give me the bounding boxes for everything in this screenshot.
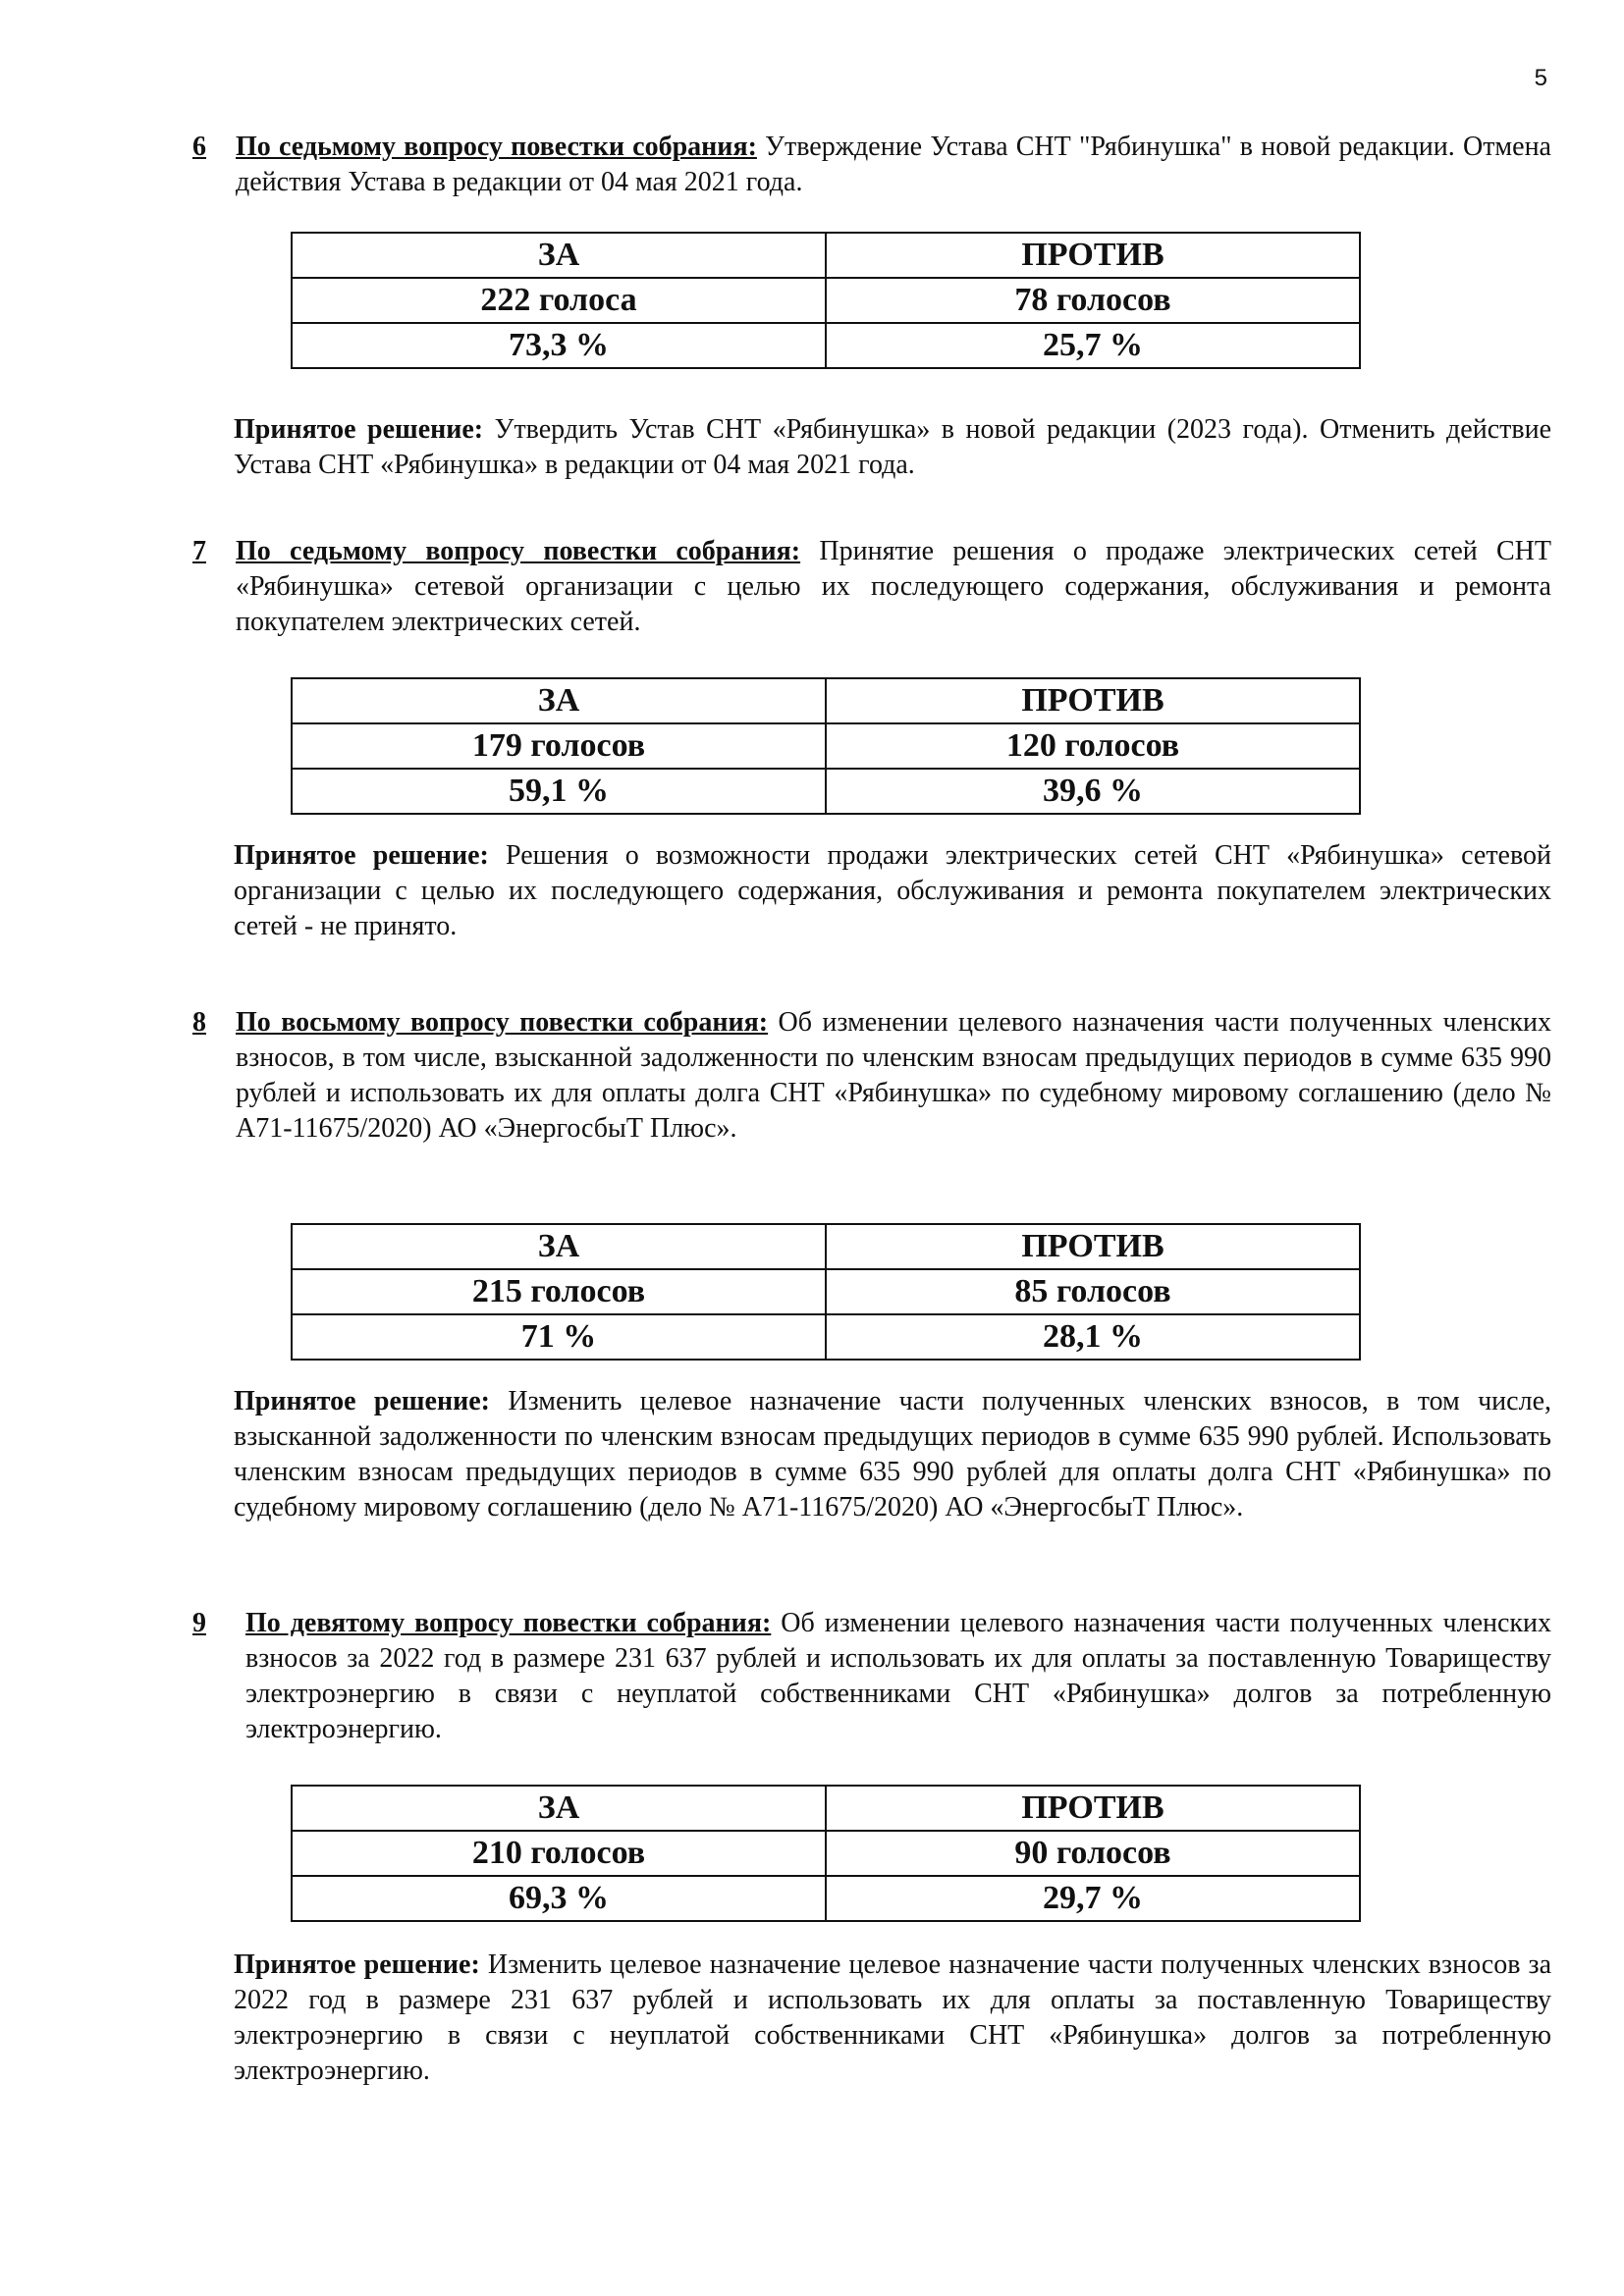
for-percent: 73,3 % — [292, 323, 826, 368]
agenda-question — [192, 1005, 1551, 1147]
vote-table — [291, 1785, 1361, 1922]
item-number: 8 — [192, 1007, 206, 1038]
for-votes: 210 голосов — [292, 1831, 826, 1876]
agenda-question — [192, 534, 1551, 640]
for-header: ЗА — [292, 1224, 826, 1269]
table-row — [292, 323, 1360, 368]
question-lead: По восьмому вопросу повестки собрания: — [236, 1007, 769, 1038]
table-row — [292, 278, 1360, 323]
page-number: 5 — [1534, 65, 1547, 91]
for-votes: 179 голосов — [292, 723, 826, 769]
against-percent: 29,7 % — [826, 1876, 1360, 1921]
table-row — [292, 233, 1360, 278]
for-percent: 71 % — [292, 1314, 826, 1360]
for-percent: 59,1 % — [292, 769, 826, 814]
decision — [234, 838, 1551, 944]
question-text: Об изменении целевого назначения части полученных членских взносов, в том числе, взысканной задолженности по членским взносам предыдущих периодов в сумме 635 990 рублей и использовать их для оплаты долга СНТ «Рябинушка» по судебному мировому соглашению (дело № А71-11675/2020) АО «ЭнергосбыТ Плюс». — [236, 1007, 1551, 1144]
decision-lead: Принятое решение: — [234, 414, 484, 445]
table-row — [292, 1314, 1360, 1360]
decision — [234, 1948, 1551, 2089]
question-lead: По седьмому вопросу повестки собрания: — [236, 132, 757, 162]
agenda-item-9 — [192, 1606, 1551, 1747]
against-percent: 28,1 % — [826, 1314, 1360, 1360]
table-row — [292, 1876, 1360, 1921]
question-text: Об изменении целевого назначения части полученных членских взносов за 2022 год в размере 231 637 рублей и использовать их для оплаты за поставленную Товариществу электроэнергию в связи с неуплатой собственниками СНТ «Рябинушка» долгов за потребленную электроэнергию. — [245, 1608, 1551, 1744]
against-votes: 78 голосов — [826, 278, 1360, 323]
vote-table — [291, 677, 1361, 815]
for-header: ЗА — [292, 678, 826, 723]
against-votes: 85 голосов — [826, 1269, 1360, 1314]
decision-lead: Принятое решение: — [234, 1949, 480, 1980]
against-header: ПРОТИВ — [826, 1224, 1360, 1269]
vote-table — [291, 1223, 1361, 1361]
question-lead: По седьмому вопросу повестки собрания: — [236, 536, 801, 566]
table-row — [292, 1269, 1360, 1314]
for-percent: 69,3 % — [292, 1876, 826, 1921]
agenda-item-6 — [192, 130, 1551, 200]
against-percent: 25,7 % — [826, 323, 1360, 368]
table-row — [292, 1786, 1360, 1831]
decision-text: Изменить целевое назначение части полученных членских взносов, в том числе, взысканной задолженности по членским взносам предыдущих периодов в сумме 635 990 рублей. Использовать членским взносам предыдущих периодов в сумме 635 990 рублей для оплаты долга СНТ «Рябинушка» по судебному мировому соглашению (дело № А71-11675/2020) АО «ЭнергосбыТ Плюс». — [234, 1386, 1551, 1522]
agenda-item-8 — [192, 1005, 1551, 1147]
against-votes: 90 голосов — [826, 1831, 1360, 1876]
decision-text: Изменить целевое назначение целевое назначение части полученных членских взносов за 2022 год в размере 231 637 рублей и использовать их для оплаты за поставленную Товариществу электроэнергию в связи с неуплатой собственниками СНТ «Рябинушка» долгов за потребленную электроэнергию. — [234, 1949, 1552, 2086]
decision-text: Утвердить Устав СНТ «Рябинушка» в новой редакции (2023 года). Отменить действие Устава СНТ «Рябинушка» в редакции от 04 мая 2021 года. — [234, 414, 1551, 480]
for-header: ЗА — [292, 1786, 826, 1831]
question-lead: По девятому вопросу повестки собрания: — [245, 1608, 772, 1638]
against-header: ПРОТИВ — [826, 1786, 1360, 1831]
against-percent: 39,6 % — [826, 769, 1360, 814]
table-row — [292, 723, 1360, 769]
item-number: 9 — [192, 1608, 206, 1638]
table-row — [292, 769, 1360, 814]
against-votes: 120 голосов — [826, 723, 1360, 769]
decision — [234, 412, 1551, 483]
table-row — [292, 1831, 1360, 1876]
decision-lead: Принятое решение: — [234, 1386, 491, 1416]
item-number: 7 — [192, 536, 206, 566]
against-header: ПРОТИВ — [826, 233, 1360, 278]
for-header: ЗА — [292, 233, 826, 278]
agenda-question — [192, 1606, 1551, 1747]
vote-table — [291, 232, 1361, 369]
decision — [234, 1384, 1551, 1525]
item-number: 6 — [192, 132, 206, 162]
question-text: Утверждение Устава СНТ "Рябинушка" в новой редакции. Отмена действия Устава в редакции от 04 мая 2021 года. — [236, 132, 1551, 197]
decision-lead: Принятое решение: — [234, 840, 489, 871]
for-votes: 222 голоса — [292, 278, 826, 323]
table-row — [292, 678, 1360, 723]
table-row — [292, 1224, 1360, 1269]
agenda-question — [192, 130, 1551, 200]
agenda-item-7 — [192, 534, 1551, 640]
against-header: ПРОТИВ — [826, 678, 1360, 723]
decision-text: Решения о возможности продажи электрических сетей СНТ «Рябинушка» сетевой организации с целью их последующего содержания, обслуживания и ремонта покупателем электрических сетей - не принято. — [234, 840, 1551, 941]
for-votes: 215 голосов — [292, 1269, 826, 1314]
question-text: Принятие решения о продаже электрических сетей СНТ «Рябинушка» сетевой организации с целью их последующего содержания, обслуживания и ремонта покупателем электрических сетей. — [236, 536, 1552, 637]
